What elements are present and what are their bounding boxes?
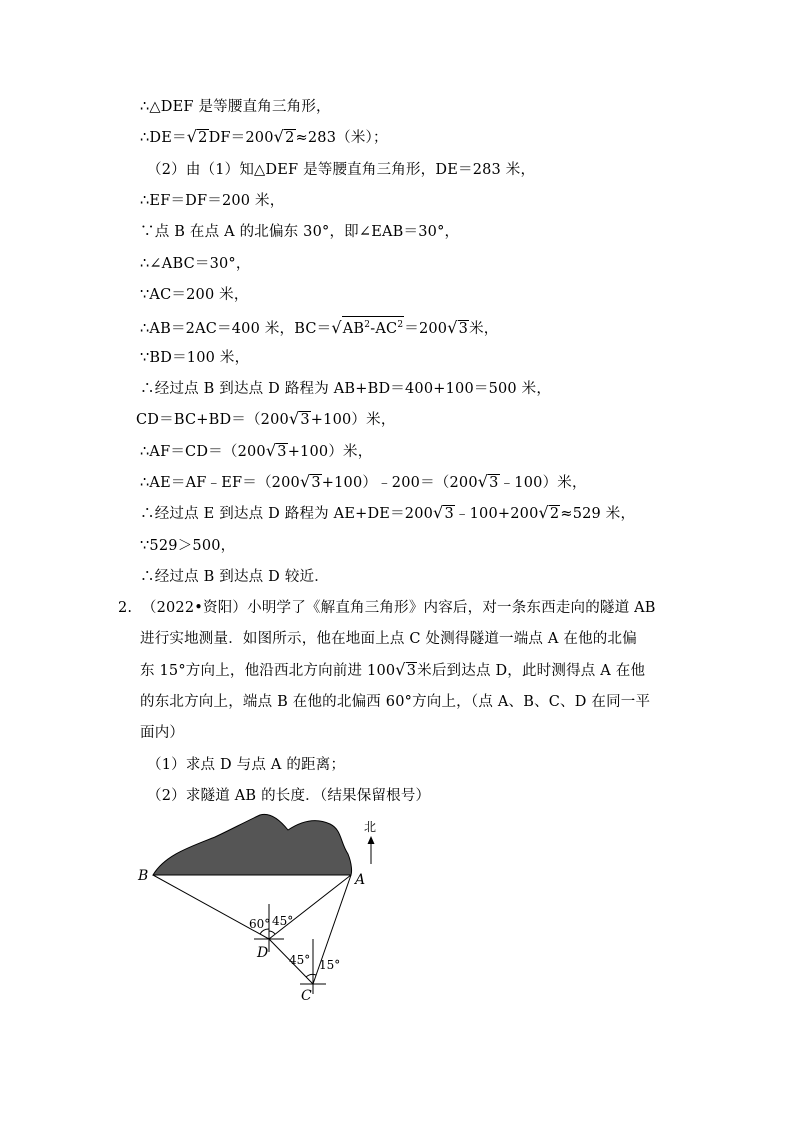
cd-tail: +100）米，	[310, 412, 396, 428]
solution-line-1: ∴△DEF 是等腰直角三角形，	[140, 99, 331, 115]
problem-text-1: （2022•资阳）小明学了《解直角三角形》内容后，对一条东西走向的隧道 AB	[141, 600, 656, 616]
af-tail: +100）米，	[287, 444, 373, 460]
sqrt-3-pe: √ 3	[433, 503, 454, 522]
solution-line-9: ∵BD＝100 米，	[140, 350, 250, 366]
solution-line-3: （2）由（1）知△DEF 是等腰直角三角形，DE＝283 米，	[147, 162, 536, 178]
label-b: B	[138, 868, 149, 884]
geometry-figure	[130, 812, 400, 1007]
solution-line-4: ∴EF＝DF＝200 米，	[140, 193, 285, 209]
bc-eq: ＝200	[404, 320, 448, 337]
problem-number: 2.	[118, 600, 133, 616]
ae-tail: ﹣100）米，	[499, 475, 587, 491]
problem-line-1	[118, 598, 656, 618]
solution-line-16: ∴经过点 B 到达点 D 较近．	[140, 569, 329, 585]
solution-line-6: ∴∠ABC＝30°，	[140, 256, 251, 272]
path-e-mid: ﹣100+200	[454, 506, 539, 522]
sqrt-2-pe: √ 2	[538, 503, 560, 522]
label-d: D	[257, 945, 269, 961]
cd-prefix: CD＝BC+BD＝（200	[136, 412, 289, 428]
angle-label-15: 15°	[319, 958, 341, 972]
solution-line-8	[140, 316, 498, 339]
de-tail: ≈283（米）；	[295, 130, 388, 146]
question-2: （2）求隧道 AB 的长度．（结果保留根号）	[147, 788, 431, 804]
angle-label-60: 60°	[249, 917, 271, 931]
angle-arc-c	[306, 974, 316, 977]
af-prefix: ∴AF＝CD＝（200	[140, 444, 266, 460]
solution-line-2	[140, 128, 388, 148]
north-label: 北	[364, 820, 377, 834]
solution-line-14	[140, 504, 635, 524]
path-e-tail: ≈529 米，	[560, 506, 636, 522]
sqrt-3-ae2: √ 3	[477, 472, 499, 491]
sqrt-2b: √ 2	[273, 127, 295, 146]
problem-line-4: 的东北方向上，端点 B 在他的北偏西 60°方向上，（点 A、B、C、D 在同一平	[140, 694, 651, 710]
angle-label-45-top: 45°	[272, 914, 294, 928]
solution-line-11	[136, 410, 396, 430]
solution-line-15: ∵529＞500，	[140, 538, 236, 554]
solution-line-7: ∵AC＝200 米，	[140, 287, 249, 303]
label-a: A	[355, 872, 366, 888]
sqrt-3-cd: √ 3	[288, 409, 310, 428]
solution-line-10: ∴经过点 B 到达点 D 路程为 AB+BD＝400+100＝500 米，	[140, 381, 552, 397]
sqrt-3-ae1: √ 3	[299, 472, 321, 491]
solution-line-12	[140, 442, 372, 462]
problem-text-3a: 东 15°方向上，他沿西北方向前进 100	[140, 663, 396, 679]
line-da	[269, 875, 351, 939]
solution-line-5: ∵点 B 在点 A 的北偏东 30°，即∠EAB＝30°，	[140, 224, 460, 240]
label-c: C	[301, 988, 312, 1004]
angle-arc-45-top	[269, 931, 275, 934]
bc-prefix: ∴AB＝2AC＝400 米，BC＝	[140, 320, 332, 337]
problem-line-5: 面内）	[140, 725, 185, 741]
sqrt-bc: √ $AB^2-AC^2$	[331, 317, 404, 337]
angle-label-45-c: 45°	[289, 953, 311, 967]
problem-text-3b: 米后到达点 D，此时测得点 A 在他	[417, 663, 646, 679]
de-mid: DF＝200	[208, 130, 274, 146]
sqrt-3: √ 3	[447, 317, 469, 337]
ae-mid: +100）﹣200＝（200	[321, 475, 478, 491]
north-arrow-icon	[368, 836, 375, 844]
path-e-prefix: ∴经过点 E 到达点 D 路程为 AE+DE＝200	[140, 506, 434, 522]
problem-line-3	[140, 661, 645, 681]
mountain-shape	[153, 814, 352, 875]
ae-prefix: ∴AE＝AF﹣EF＝（200	[140, 475, 300, 491]
problem-line-2: 进行实地测量．如图所示，他在地面上点 C 处测得隧道一端点 A 在他的北偏	[140, 631, 637, 647]
question-1: （1）求点 D 与点 A 的距离；	[147, 757, 346, 773]
bc-tail: 米，	[469, 320, 499, 337]
de-prefix: ∴DE＝	[140, 130, 187, 146]
solution-line-13	[140, 473, 587, 493]
sqrt-2: √ 2	[186, 127, 208, 146]
sqrt-3-af: √ 3	[265, 441, 287, 460]
sqrt-3-problem: √ 3	[395, 660, 417, 679]
